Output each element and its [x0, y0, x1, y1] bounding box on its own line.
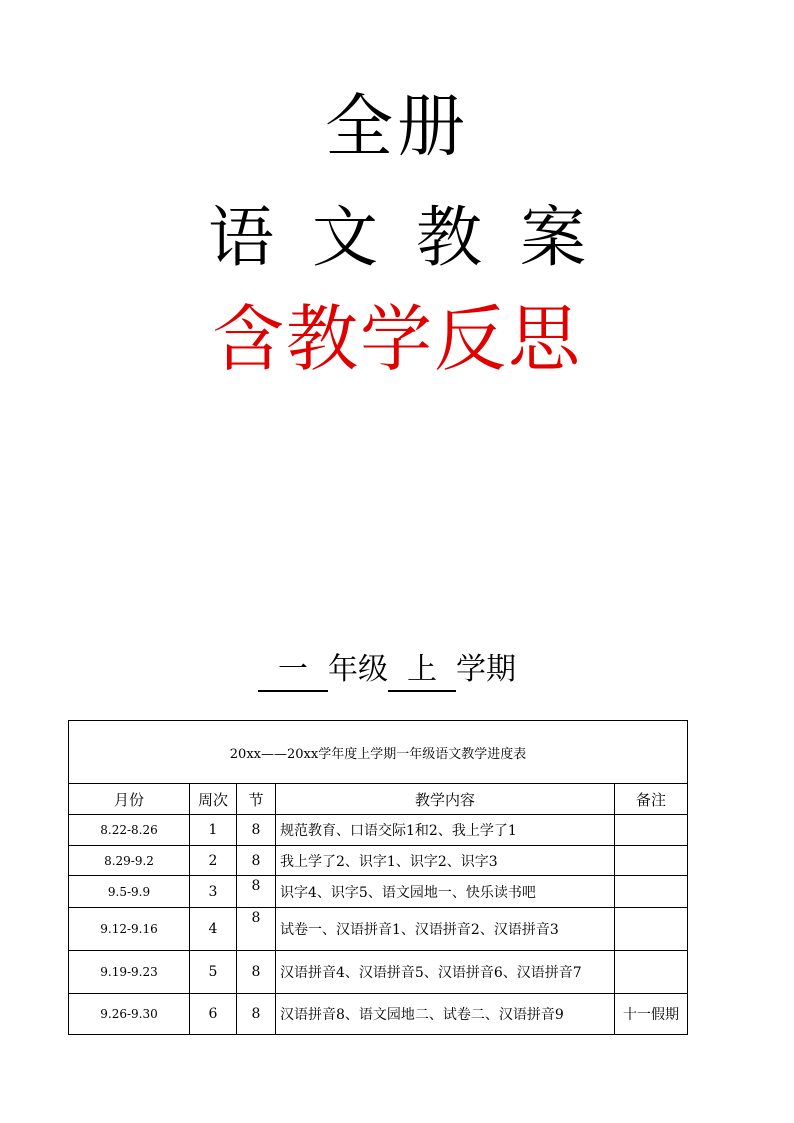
schedule-caption: 20xx——20xx学年度上学期一年级语文教学进度表 [69, 721, 688, 784]
schedule-header-row [69, 784, 688, 815]
cell-month: 9.12-9.16 [69, 908, 190, 951]
cell-content: 我上学了2、识字1、识字2、识字3 [276, 846, 615, 876]
cell-section: 8 [237, 994, 276, 1035]
cell-note [615, 876, 688, 908]
table-row [69, 815, 688, 846]
grade-blank: 一 [258, 650, 328, 692]
table-row [69, 846, 688, 876]
table-row [69, 994, 688, 1035]
cell-note [615, 908, 688, 951]
cover-title-line2: 语文教案 [208, 199, 624, 276]
header-month: 月份 [69, 784, 190, 815]
cell-week: 4 [190, 908, 237, 951]
cell-content: 汉语拼音8、语文园地二、试卷二、汉语拼音9 [276, 994, 615, 1035]
cell-section: 8 [237, 846, 276, 876]
table-row [69, 908, 688, 951]
cell-note [615, 951, 688, 994]
grade-word: 年级 [328, 652, 388, 687]
cell-week: 5 [190, 951, 237, 994]
cover-title-line3: 含教学反思 [211, 297, 582, 381]
cell-week: 3 [190, 876, 237, 908]
cell-section: 8 [237, 876, 276, 908]
cell-week: 2 [190, 846, 237, 876]
cell-section: 8 [237, 908, 276, 951]
term-word: 学期 [456, 652, 516, 687]
term-blank: 上 [388, 650, 456, 692]
cell-section: 8 [237, 951, 276, 994]
cell-content: 汉语拼音4、汉语拼音5、汉语拼音6、汉语拼音7 [276, 951, 615, 994]
header-section: 节 [237, 784, 276, 815]
grade-term-line [258, 650, 516, 692]
cell-content: 识字4、识字5、语文园地一、快乐读书吧 [276, 876, 615, 908]
cell-section: 8 [237, 815, 276, 846]
header-content: 教学内容 [276, 784, 615, 815]
cell-month: 9.19-9.23 [69, 951, 190, 994]
cell-month: 8.22-8.26 [69, 815, 190, 846]
cell-note: 十一假期 [615, 994, 688, 1035]
cell-week: 1 [190, 815, 237, 846]
cell-week: 6 [190, 994, 237, 1035]
schedule-caption-row [69, 721, 688, 784]
schedule-table [68, 720, 688, 1035]
table-row [69, 951, 688, 994]
cell-content: 试卷一、汉语拼音1、汉语拼音2、汉语拼音3 [276, 908, 615, 951]
cell-note [615, 846, 688, 876]
cell-note [615, 815, 688, 846]
cell-month: 9.26-9.30 [69, 994, 190, 1035]
header-week: 周次 [190, 784, 237, 815]
cell-month: 8.29-9.2 [69, 846, 190, 876]
header-note: 备注 [615, 784, 688, 815]
cell-month: 9.5-9.9 [69, 876, 190, 908]
cell-content: 规范教育、口语交际1和2、我上学了1 [276, 815, 615, 846]
table-row [69, 876, 688, 908]
cover-title-line1: 全册 [324, 88, 469, 167]
